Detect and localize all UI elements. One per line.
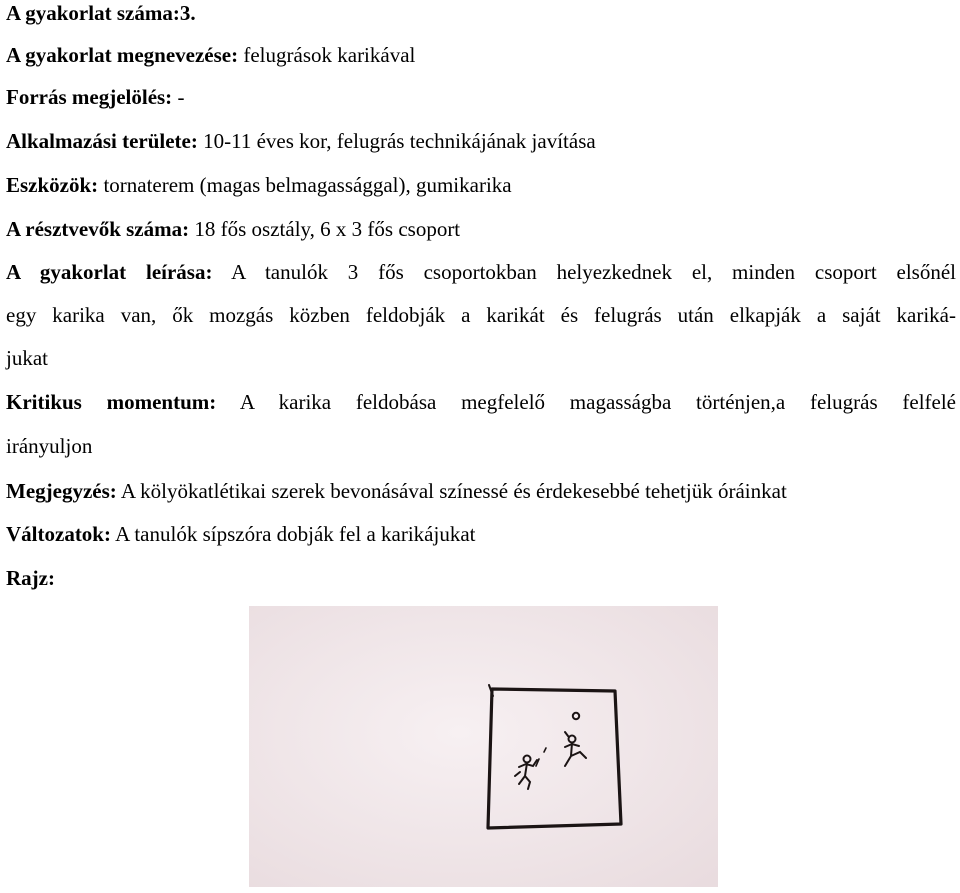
critical-row-1 (6, 389, 956, 415)
note-row (6, 478, 787, 504)
note-value: A kölyökatlétikai szerek bevonásával színessé és érdekesebbé tehetjük óráinkat (120, 479, 787, 503)
description-value-line1: A tanulók 3 fős csoportokban helyezkednek el, minden csoport elsőnél (231, 260, 956, 284)
description-row-1 (6, 259, 956, 285)
source-row (6, 84, 184, 110)
exercise-number-row (6, 0, 196, 26)
critical-value-line2: irányuljon (6, 434, 93, 458)
source-label: Forrás megjelölés: (6, 85, 173, 109)
variants-row (6, 521, 475, 547)
application-value: 10-11 éves kor, felugrás technikájának javítása (203, 129, 596, 153)
equipment-value: tornaterem (magas belmagassággal), gumikarika (103, 173, 512, 197)
drawing-sketch (249, 606, 718, 887)
participants-label: A résztvevők száma: (6, 217, 190, 241)
description-row-3 (6, 345, 48, 371)
description-row-2 (6, 302, 956, 328)
note-label: Megjegyzés: (6, 479, 117, 503)
source-value: - (177, 85, 185, 109)
exercise-name-label: A gyakorlat megnevezése: (6, 43, 239, 67)
description-label: A gyakorlat leírása: (6, 260, 213, 284)
drawing-paper (249, 606, 718, 887)
exercise-name-value: felugrások karikával (243, 43, 416, 67)
exercise-name-row (6, 42, 415, 68)
drawing-row (6, 565, 55, 591)
exercise-number-label: A gyakorlat száma: (6, 1, 180, 25)
participants-row (6, 216, 460, 242)
exercise-number-value: 3. (179, 1, 196, 25)
variants-value: A tanulók sípszóra dobják fel a karikájukat (115, 522, 476, 546)
drawing-label: Rajz: (6, 566, 55, 590)
critical-label: Kritikus momentum: (6, 390, 217, 414)
drawing-photo (249, 606, 718, 887)
equipment-row (6, 172, 512, 198)
description-value-line3: jukat (6, 346, 48, 370)
variants-label: Változatok: (6, 522, 111, 546)
description-value-line2: egy karika van, ők mozgás közben feldobják a karikát és felugrás után elkapják a saját kariká- (6, 303, 956, 327)
critical-row-2 (6, 433, 92, 459)
equipment-label: Eszközök: (6, 173, 99, 197)
application-row (6, 128, 596, 154)
application-label: Alkalmazási területe: (6, 129, 198, 153)
critical-value-line1: A karika feldobása megfelelő magasságba történjen,a felugrás felfelé (239, 390, 957, 414)
participants-value: 18 fős osztály, 6 x 3 fős csoport (194, 217, 461, 241)
